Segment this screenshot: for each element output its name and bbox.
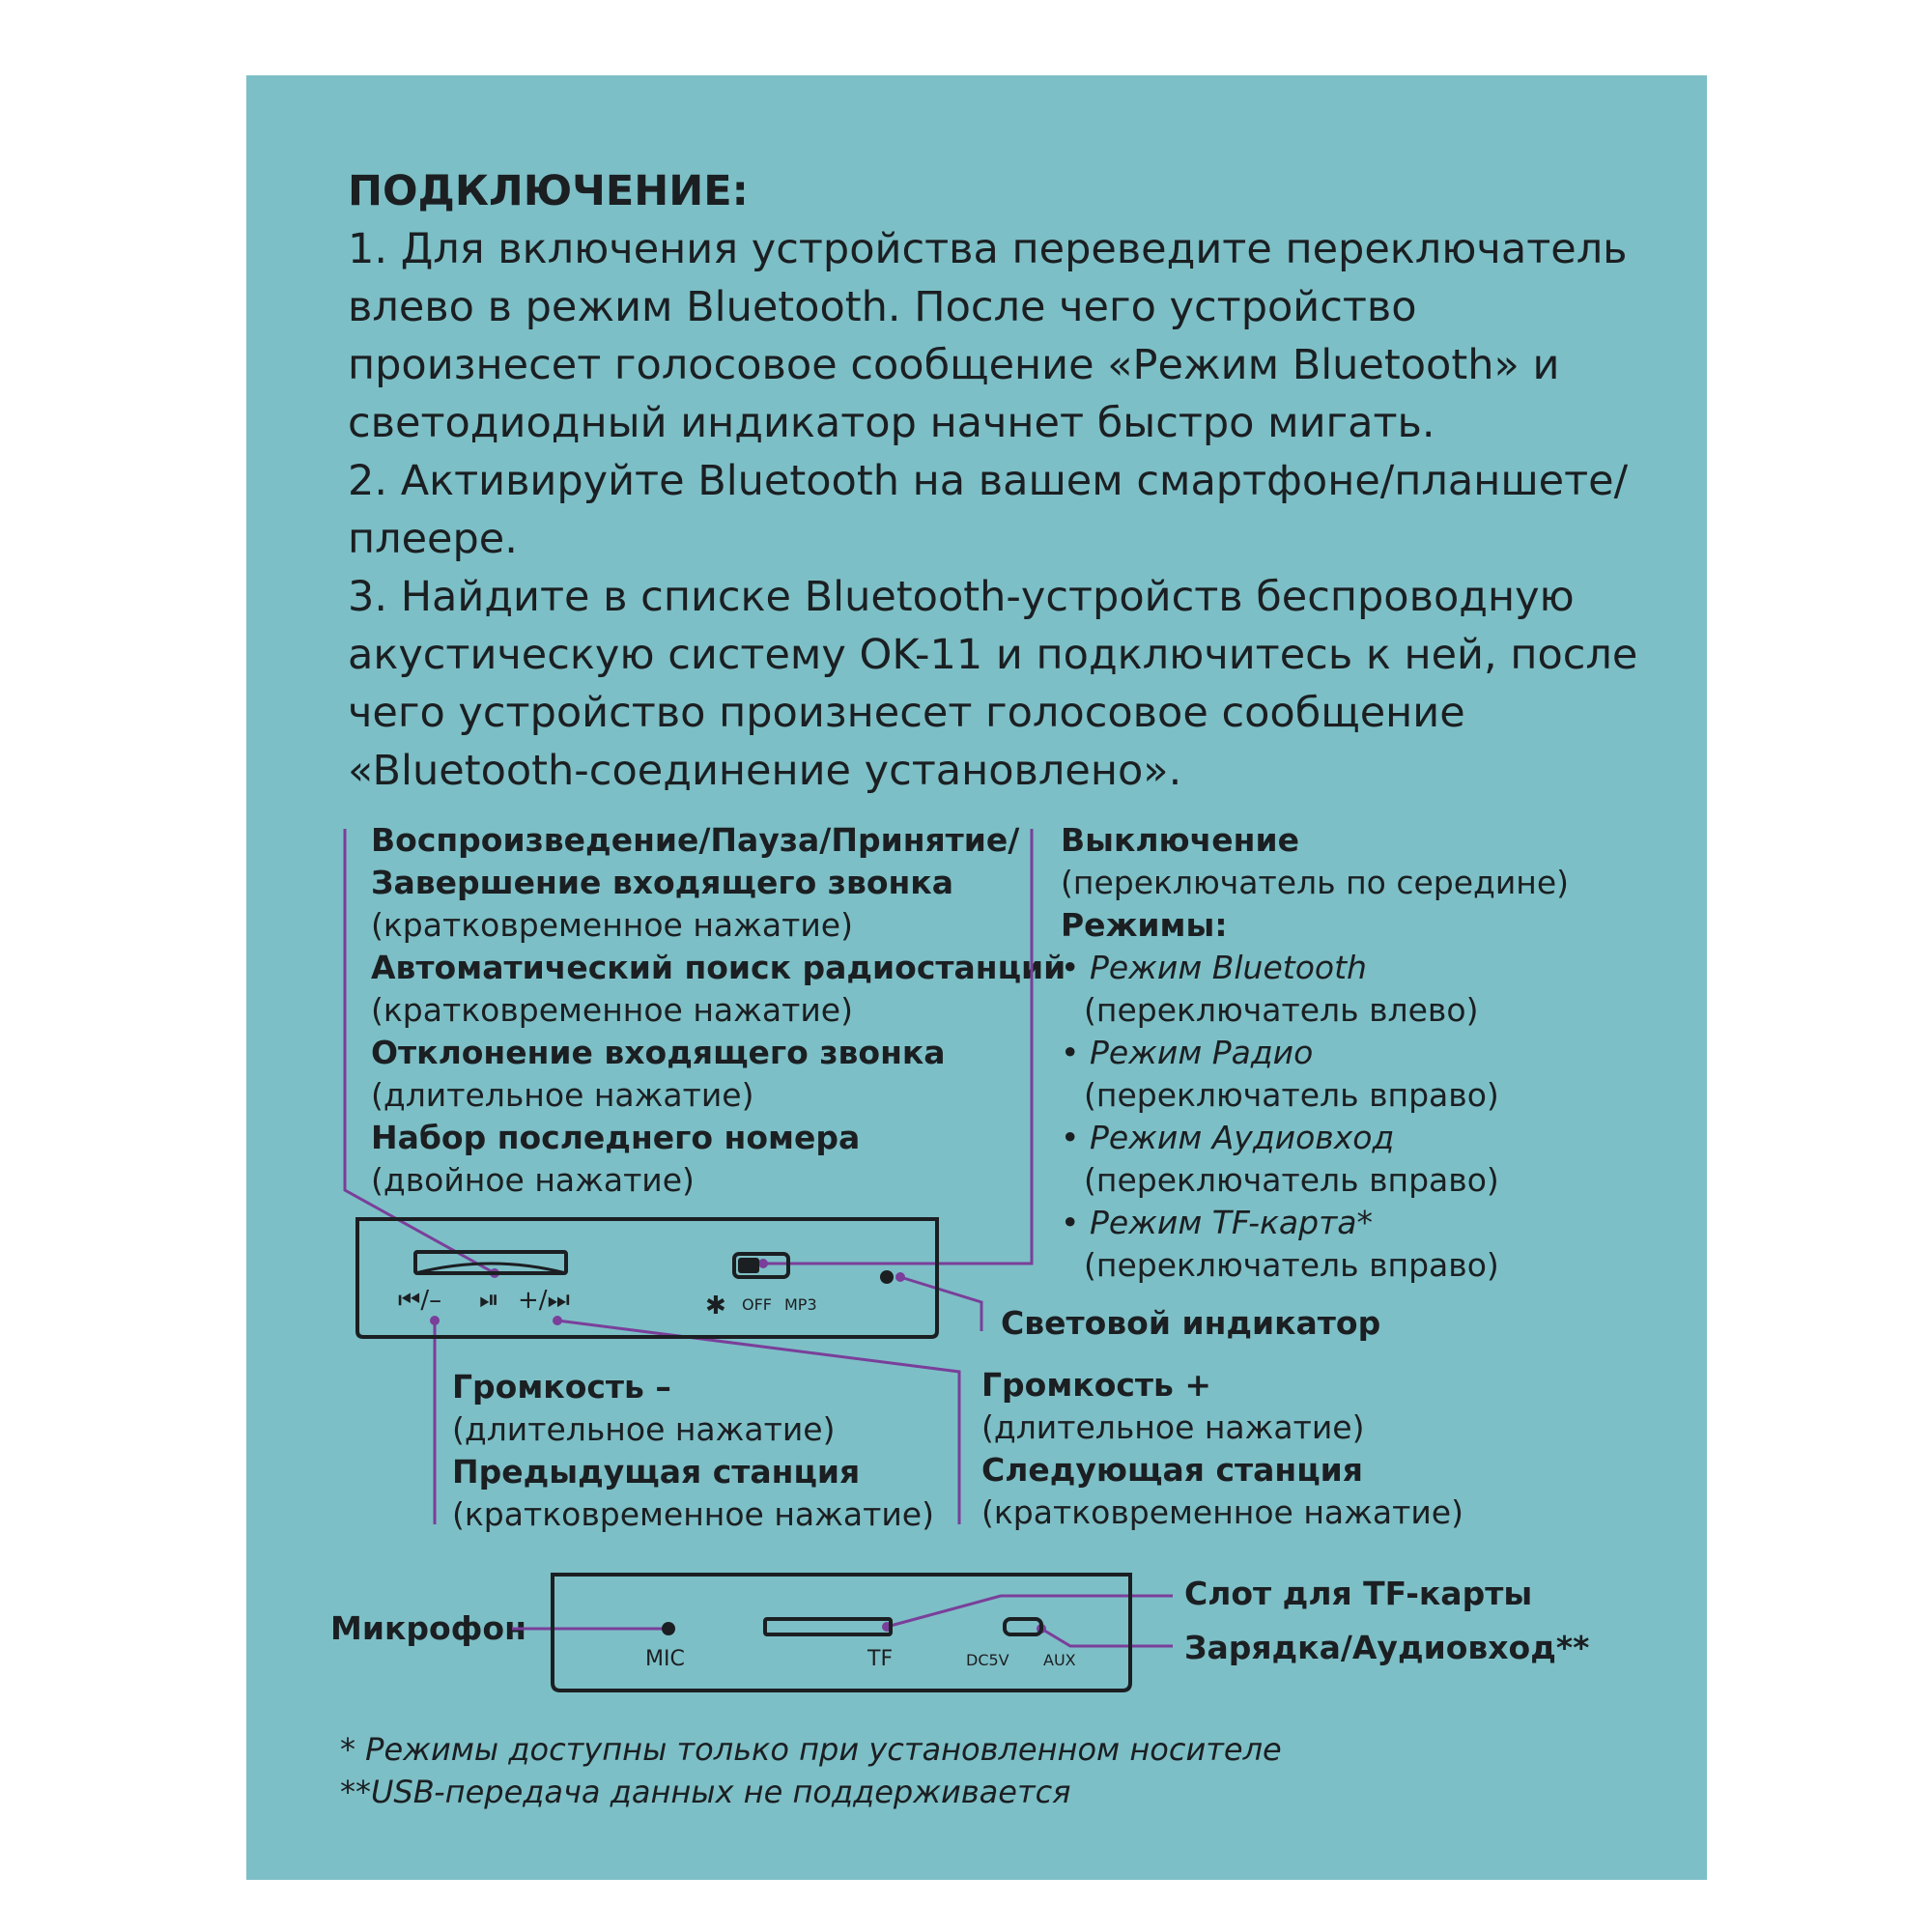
intro-line: «Bluetooth-соединение установлено». xyxy=(348,747,1182,795)
charge-leader-line xyxy=(1041,1629,1173,1646)
charge-label: Зарядка/Аудиовход** xyxy=(1184,1629,1590,1666)
redial-title: Набор последнего номера xyxy=(371,1119,861,1156)
bluetooth-icon: ✱ xyxy=(705,1292,726,1321)
play-leader-line xyxy=(345,829,495,1273)
reject-title: Отклонение входящего звонка xyxy=(371,1034,946,1071)
indicator-label: Световой индикатор xyxy=(1001,1304,1381,1342)
tf-label: TF xyxy=(867,1647,894,1671)
play-note: (кратковременное нажатие) xyxy=(371,906,853,944)
switch-leader-line xyxy=(763,829,1032,1264)
volume-plus-title: Громкость + xyxy=(981,1366,1212,1404)
volume-minus-title: Громкость – xyxy=(452,1368,671,1406)
volume-minus-note: (длительное нажатие) xyxy=(452,1410,836,1448)
reject-note: (длительное нажатие) xyxy=(371,1076,754,1114)
led-indicator xyxy=(880,1270,894,1284)
search-note: (кратковременное нажатие) xyxy=(371,991,853,1029)
redial-note: (двойное нажатие) xyxy=(371,1161,695,1199)
play-title-1: Воспроизведение/Пауза/Принятие/ xyxy=(371,821,1020,859)
next-button-label: +/⏭ xyxy=(518,1286,570,1315)
switch-knob xyxy=(738,1258,759,1273)
top-panel xyxy=(357,1219,937,1337)
off-note: (переключатель по середине) xyxy=(1061,864,1570,901)
bullet-icon: • xyxy=(1061,1034,1080,1071)
bullet-icon: • xyxy=(1061,1204,1080,1241)
dc-label: DC5V xyxy=(966,1651,1009,1669)
intro-line: произнесет голосовое сообщение «Режим Bluetooth» и xyxy=(348,341,1560,389)
intro-line: 3. Найдите в списке Bluetooth-устройств беспроводную xyxy=(348,573,1575,621)
volume-plus-note: (длительное нажатие) xyxy=(981,1408,1365,1446)
intro-line: 2. Активируйте Bluetooth на вашем смартфоне/планшете/ xyxy=(348,457,1629,505)
intro-line: плеере. xyxy=(348,515,518,563)
top-panel-outline xyxy=(357,1219,937,1337)
dc-port xyxy=(1005,1619,1041,1634)
mode-note: (переключатель вправо) xyxy=(1084,1161,1499,1199)
off-title: Выключение xyxy=(1061,821,1299,859)
footnote: **USB-передача данных не поддерживается xyxy=(340,1774,1071,1810)
tf-slot xyxy=(765,1619,891,1634)
mp3-label: MP3 xyxy=(784,1295,817,1314)
aux-label: AUX xyxy=(1043,1651,1076,1669)
bullet-icon: • xyxy=(1061,1119,1080,1156)
mode-note: (переключатель вправо) xyxy=(1084,1076,1499,1114)
mode-note: (переключатель влево) xyxy=(1084,991,1479,1029)
microphone-label: Микрофон xyxy=(330,1609,526,1647)
next-station-title: Следующая станция xyxy=(981,1451,1363,1489)
mode-name: Режим Bluetooth xyxy=(1089,949,1367,986)
next-station-note: (кратковременное нажатие) xyxy=(981,1493,1463,1531)
indicator-leader-line xyxy=(900,1277,981,1331)
search-title: Автоматический поиск радиостанций xyxy=(371,949,1066,986)
intro-line: 1. Для включения устройства переведите переключатель xyxy=(348,225,1628,273)
leader-dots xyxy=(430,1259,1046,1634)
off-label: OFF xyxy=(742,1295,772,1314)
intro-line: чего устройство произнесет голосовое сообщение xyxy=(348,689,1465,737)
play-title-2: Завершение входящего звонка xyxy=(371,864,953,901)
prev-station-title: Предыдущая станция xyxy=(452,1453,861,1491)
mic-label: MIC xyxy=(645,1647,685,1671)
intro-line: светодиодный индикатор начнет быстро мигать. xyxy=(348,399,1435,447)
modes-title: Режимы: xyxy=(1061,906,1228,944)
volume-plus-leader-line xyxy=(557,1321,959,1524)
footnote: * Режимы доступны только при установленном носителе xyxy=(340,1731,1282,1768)
mode-name: Режим Радио xyxy=(1089,1034,1314,1071)
tf-slot-label: Слот для TF-карты xyxy=(1184,1575,1533,1612)
mode-note: (переключатель вправо) xyxy=(1084,1246,1499,1284)
intro-line: влево в режим Bluetooth. После чего устройство xyxy=(348,283,1417,331)
prev-station-note: (кратковременное нажатие) xyxy=(452,1495,934,1533)
mode-name: Режим Аудиовход xyxy=(1089,1119,1395,1156)
mic-hole xyxy=(662,1622,675,1635)
prev-button-label: ⏮/– xyxy=(398,1286,442,1315)
bullet-icon: • xyxy=(1061,949,1080,986)
play-button-label: ⏯ xyxy=(479,1286,499,1315)
intro-line: акустическую систему OK-11 и подключитесь к ней, после xyxy=(348,631,1638,679)
intro-title: ПОДКЛЮЧЕНИЕ: xyxy=(348,167,749,215)
leader-lines xyxy=(345,829,1173,1646)
mode-name: Режим TF-карта* xyxy=(1089,1204,1374,1241)
